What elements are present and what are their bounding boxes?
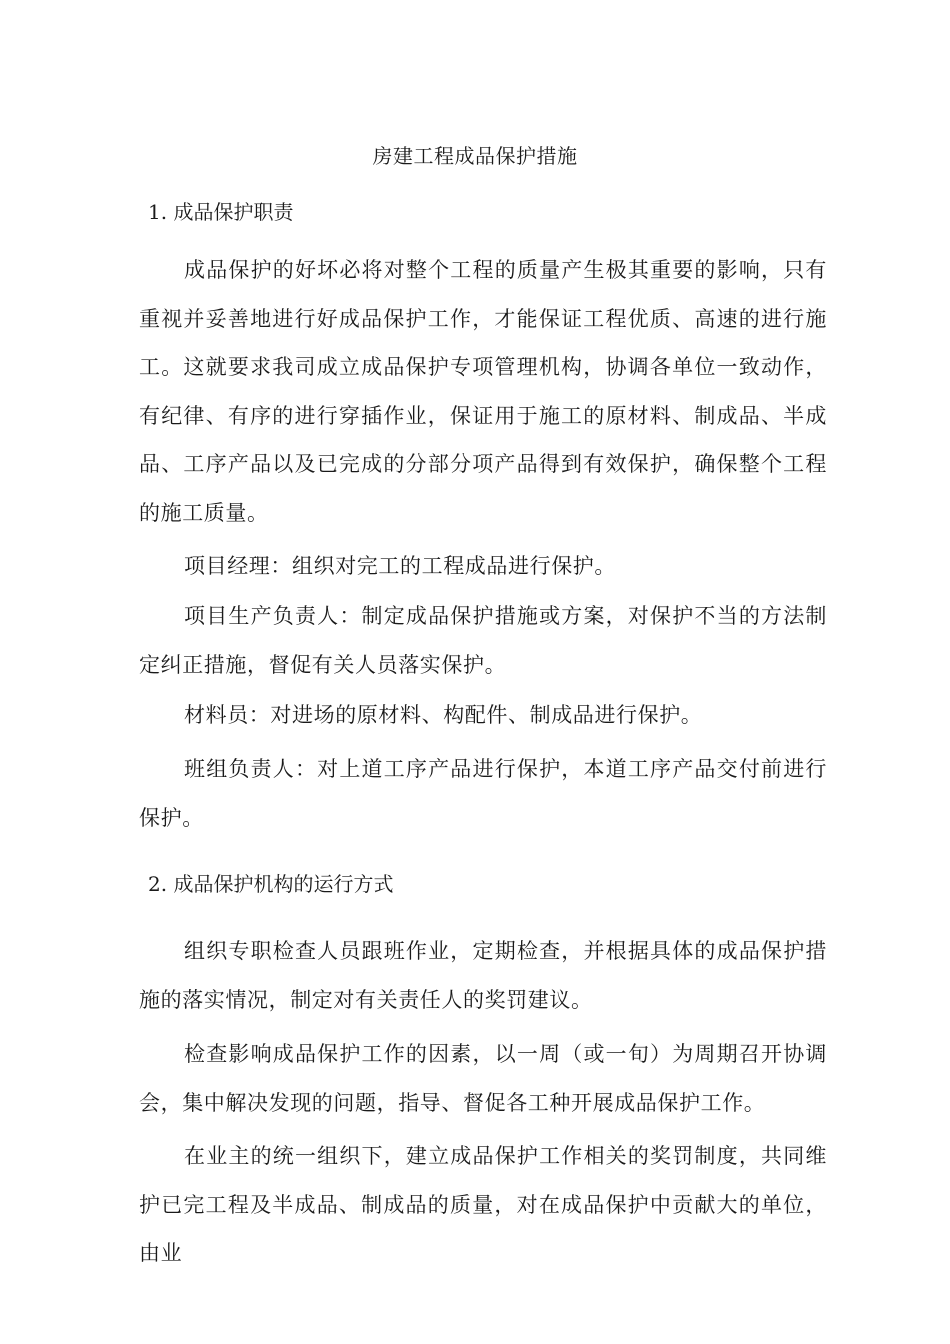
paragraph: 班组负责人：对上道工序产品进行保护，本道工序产品交付前进行保护。 bbox=[139, 757, 827, 830]
paragraph: 材料员：对进场的原材料、构配件、制成品进行保护。 bbox=[184, 703, 703, 727]
paragraph: 项目经理：组织对完工的工程成品进行保护。 bbox=[184, 554, 616, 578]
paragraph: 组织专职检查人员跟班作业，定期检查，并根据具体的成品保护措施的落实情况，制定对有关责任人的奖罚建议。 bbox=[139, 939, 827, 1012]
section-heading-1: 1. 成品保护职责 bbox=[148, 200, 294, 224]
document-title: 房建工程成品保护措施 bbox=[372, 144, 578, 168]
paragraph: 成品保护的好坏必将对整个工程的质量产生极其重要的影响，只有重视并妥善地进行好成品保护工作，才能保证工程优质、高速的进行施工。这就要求我司成立成品保护专项管理机构，协调各单位一致动作，有纪律、有序的进行穿插作业，保证用于施工的原材料、制成品、半成品、工序产品以及已完成的分部分项产品得到有效保护，确保整个工程的施工质量。 bbox=[139, 258, 827, 525]
paragraph: 项目生产负责人：制定成品保护措施或方案，对保护不当的方法制定纠正措施，督促有关人员落实保护。 bbox=[139, 604, 827, 677]
paragraph: 在业主的统一组织下，建立成品保护工作相关的奖罚制度，共同维护已完工程及半成品、制成品的质量，对在成品保护中贡献大的单位，由业 bbox=[139, 1144, 827, 1266]
paragraph: 检查影响成品保护工作的因素，以一周（或一旬）为周期召开协调会，集中解决发现的问题，指导、督促各工种开展成品保护工作。 bbox=[139, 1042, 827, 1115]
section-heading-2: 2. 成品保护机构的运行方式 bbox=[148, 872, 394, 896]
